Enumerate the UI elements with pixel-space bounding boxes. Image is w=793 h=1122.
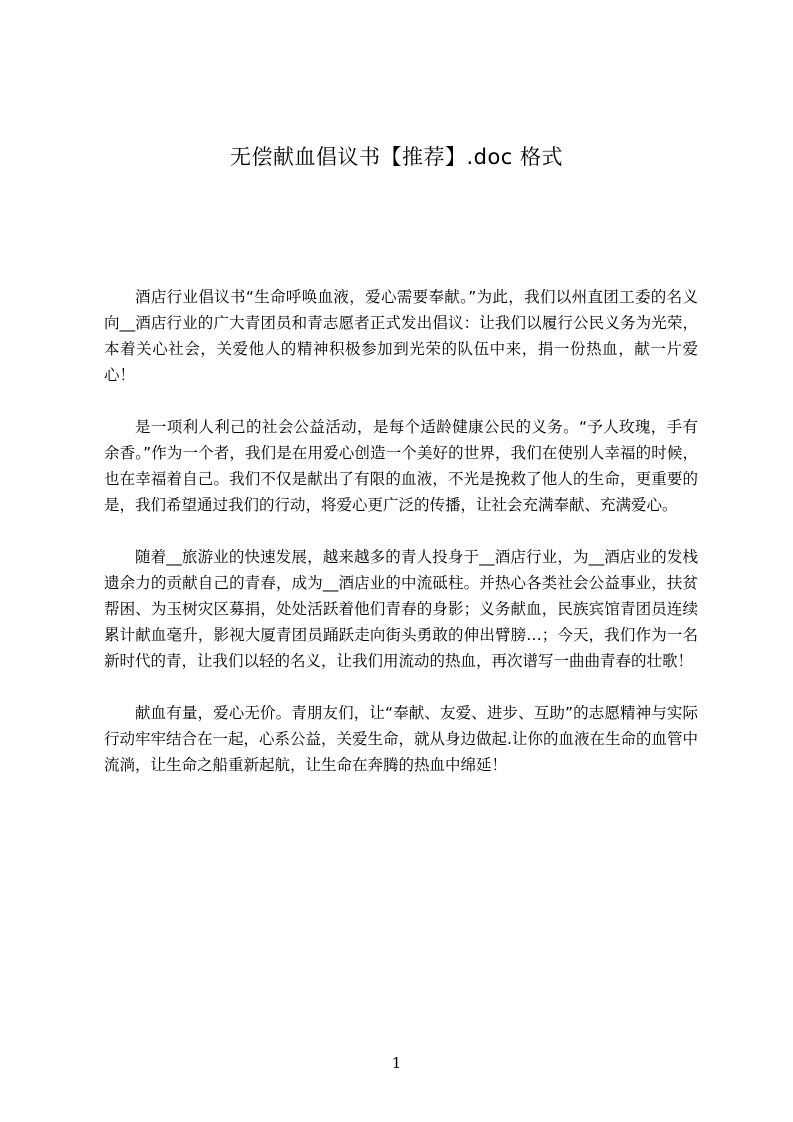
paragraph-1: 酒店行业倡议书“生命呼唤血液，爱心需要奉献。”为此，我们以州直团工委的名义向__酒店行业的广大青团员和青志愿者正式发出倡议：让我们以履行公民义务为光荣，本着关心社会，关爱他人的精神积极参加到光荣的队伍中来，捐一份热血，献一片爱心！: [104, 288, 698, 384]
paragraph-2: 是一项利人利己的社会公益活动，是每个适龄健康公民的义务。“予人玫瑰，手有余香。”作为一个者，我们是在用爱心创造一个美好的世界，我们在使别人幸福的时候，也在幸福着自己。我们不仅是献出了有限的血液，不光是挽救了他人的生命，更重要的是，我们希望通过我们的行动，将爱心更广泛的传播，让社会充满奉献、充满爱心。: [104, 418, 698, 514]
paragraph-3: 随着__旅游业的快速发展，越来越多的青人投身于__酒店行业，为__酒店业的发栈遗余力的贡献自己的青春，成为__酒店业的中流砥柱。并热心各类社会公益事业，扶贫帮困、为玉树灾区募捐，处处活跃着他们青春的身影；义务献血，民族宾馆青团员连续累计献血毫升，影视大厦青团员踊跃走向街头勇敢的伸出臂膀…；今天，我们作为一名新时代的青，让我们以轻的名义，让我们用流动的热血，再次谱写一曲曲青春的壮歌！: [104, 548, 698, 670]
document-body: [104, 284, 698, 804]
paragraph-4: 献血有量，爱心无价。青朋友们，让“奉献、友爱、进步、互助”的志愿精神与实际行动牢牢结合在一起，心系公益，关爱生命，就从身边做起.让你的血液在生命的血管中流淌，让生命之船重新起航，让生命在奔腾的热血中绵延！: [104, 704, 698, 774]
document-title: 无偿献血倡议书【推荐】.doc 格式: [229, 145, 564, 169]
page-number: 1: [391, 1054, 402, 1072]
